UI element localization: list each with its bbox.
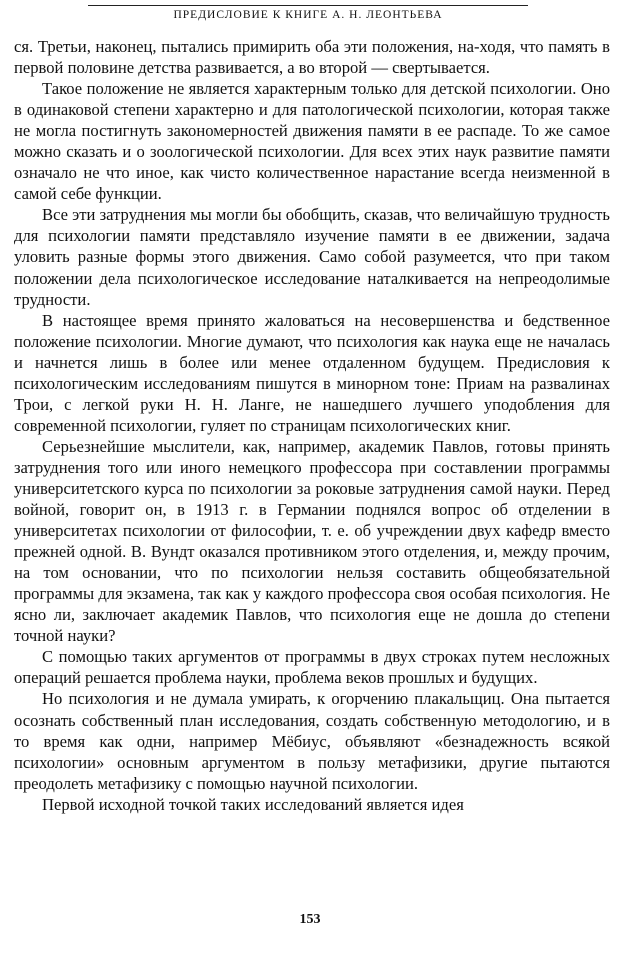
running-head: ПРЕДИСЛОВИЕ К КНИГЕ А. Н. ЛЕОНТЬЕВА [88,5,528,23]
page-number: 153 [299,912,321,927]
body-text [14,36,610,815]
paragraph: Первой исходной точкой таких исследований является идея [42,794,464,814]
paragraph: С помощью таких аргументов от программы в двух строках путем несложных операций решается проблема науки, проблема веков прошлых и будущих. [14,647,610,688]
paragraph: Но психология и не думала умирать, к огорчению плакальщиц. Она пытается осознать собственный план исследования, создать собственную методологию, и в то время как одни, например Мёбиус, объявляют «безнадежность всякой психологии» основным аргументом в пользу метафизики, другие пытаются преодолеть метафизику с помощью научной психологии. [14,689,610,793]
paragraph: Серьезнейшие мыслители, как, например, академик Павлов, готовы принять затруднения того или иного немецкого профессора при составлении программы университетского курса по психологии за роковые затруднения самой науки. Перед войной, говорит он, в 1913 г. в Германии поднялся вопрос об отделении в университетах психологии от философии, т. е. об учреждении двух кафедр вместо прежней одной. В. Вундт оказался противником этого отделения, и, между прочим, на том основании, что по психологии нельзя составить общеобязательной программы для экзамена, так как у каждого профессора своя особая психология. Не ясно ли, заключает академик Павлов, что психология еще не дошла до степени точной науки? [14,436,610,646]
paragraph: В настоящее время принято жаловаться на несовершенства и бедственное положение психологии. Многие думают, что психология как наука еще не началась и начнется лишь в более или менее отдаленном будущем. Предисловия к психологическим исследованиям пишутся в минорном тоне: Приам на развалинах Трои, с легкой руки Н. Н. Ланге, не нашедшего лучшего уподобления для современной психологии, гуляет по страницам психологических книг. [14,310,610,435]
paragraph: Все эти затруднения мы могли бы обобщить, сказав, что величайшую трудность для психологии памяти представляло изучение памяти в ее движении, задача уловить разные формы этого движения. Само собой разумеется, что при таком положении дела психологическое исследование наталкивается на непреодолимые трудности. [14,205,610,309]
paragraph: ся. Третьи, наконец, пытались примирить оба эти положения, на-ходя, что память в первой половине детства развивается, а во второй — свертывается. [14,37,610,78]
paragraph: Такое положение не является характерным только для детской психологии. Оно в одинаковой степени характерно и для патологической психологии, которая также не могла постигнуть закономерностей движения памяти в ее распаде. То же самое можно сказать и о зоологической психологии. Для всех этих наук развитие памяти означало не что иное, как чисто количественное нарастание всегда неизменной в самой себе функции. [14,79,610,204]
